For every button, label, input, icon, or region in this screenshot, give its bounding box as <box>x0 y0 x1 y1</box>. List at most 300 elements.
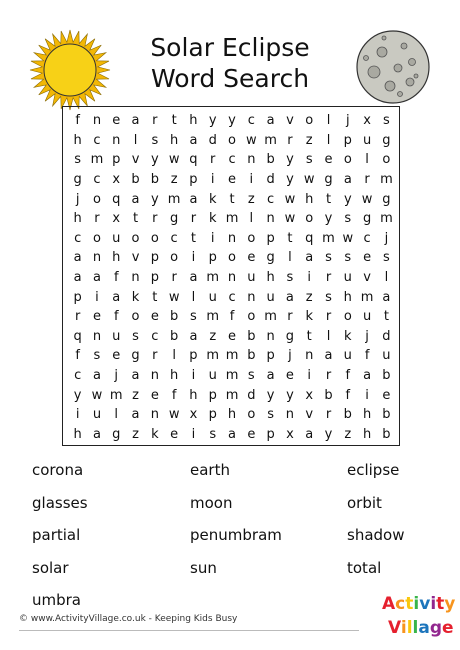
grid-letter: o <box>343 309 352 325</box>
grid-letter: j <box>365 328 369 344</box>
grid-letter: v <box>131 152 140 168</box>
grid-letter: s <box>209 426 217 442</box>
grid-letter: r <box>152 113 158 129</box>
grid-letter: r <box>152 211 158 227</box>
grid-letter: p <box>150 270 159 286</box>
grid-letter: c <box>74 230 82 246</box>
grid-letter: h <box>170 368 179 384</box>
grid-letter: s <box>267 407 274 423</box>
grid-letter: i <box>191 250 196 266</box>
grid-letter: a <box>228 426 236 442</box>
grid-letter: b <box>170 328 179 344</box>
grid-letter: l <box>326 132 331 148</box>
grid-letter: e <box>247 426 256 442</box>
grid-letter: a <box>92 368 101 384</box>
grid-letter: r <box>325 309 332 325</box>
grid-letter: b <box>247 328 256 344</box>
grid-letter: q <box>112 191 121 207</box>
grid-letter: z <box>247 191 255 207</box>
grid-letter: j <box>288 348 292 364</box>
grid-letter: j <box>75 191 80 207</box>
grid-letter: a <box>343 172 352 188</box>
grid-letter: n <box>227 230 237 246</box>
grid-letter: u <box>343 348 352 364</box>
grid-letter: a <box>266 113 275 129</box>
grid-letter: c <box>228 152 236 168</box>
grid-letter: g <box>285 328 295 344</box>
grid-letter: m <box>264 132 277 148</box>
grid-letter: m <box>206 348 220 364</box>
grid-letter: g <box>73 172 82 188</box>
grid-letter: w <box>246 132 257 148</box>
grid-letter: q <box>189 152 198 168</box>
grid-letter: u <box>208 289 217 305</box>
grid-letter: n <box>266 211 275 227</box>
grid-letter: u <box>343 270 352 286</box>
grid-letter: g <box>112 426 121 442</box>
grid-letter: h <box>362 407 372 423</box>
grid-letter: t <box>383 309 389 325</box>
grid-letter: j <box>114 368 119 384</box>
grid-letter: b <box>266 152 275 168</box>
grid-letter: g <box>382 191 391 207</box>
grid-letter: t <box>325 191 332 207</box>
grid-letter: y <box>286 172 294 188</box>
grid-letter: c <box>93 132 101 148</box>
footer-divider <box>19 630 359 631</box>
grid-letter: i <box>249 172 254 188</box>
grid-letter: b <box>324 387 333 403</box>
grid-letter: d <box>247 387 256 403</box>
grid-letter: s <box>247 368 255 384</box>
grid-letter: o <box>305 113 314 129</box>
grid-letter: c <box>228 289 236 305</box>
grid-letter: n <box>92 250 102 266</box>
grid-letter: c <box>151 328 159 344</box>
grid-letter: a <box>189 132 198 148</box>
logo-letter: a <box>418 618 430 638</box>
grid-letter: m <box>322 230 335 246</box>
grid-letter: s <box>344 211 352 227</box>
grid-letter: g <box>382 132 391 148</box>
grid-letter: l <box>365 152 369 168</box>
grid-letter: w <box>91 387 103 403</box>
grid-letter: l <box>384 270 389 286</box>
grid-letter: l <box>133 132 138 148</box>
grid-letter: h <box>73 211 82 227</box>
word-list-item: moon <box>190 493 233 512</box>
logo-letter: l <box>406 618 413 638</box>
grid-letter: p <box>208 250 217 266</box>
grid-letter: c <box>93 172 101 188</box>
grid-letter: g <box>324 172 333 188</box>
grid-letter: m <box>225 211 239 227</box>
grid-letter: t <box>229 191 235 207</box>
grid-letter: a <box>131 407 140 423</box>
grid-letter: i <box>307 270 312 286</box>
grid-letter: r <box>94 211 100 227</box>
logo-letter: g <box>429 618 442 638</box>
word-list-item: partial <box>32 526 81 544</box>
grid-letter: x <box>363 113 371 129</box>
grid-letter: a <box>285 289 294 305</box>
grid-letter: a <box>131 113 140 129</box>
grid-letter: s <box>325 289 332 305</box>
grid-letter: m <box>109 387 123 403</box>
grid-letter: x <box>112 211 121 227</box>
grid-letter: i <box>191 426 196 442</box>
grid-letter: g <box>362 211 372 227</box>
grid-letter: o <box>131 230 140 246</box>
grid-letter: t <box>287 230 293 246</box>
grid-letter: s <box>151 132 159 148</box>
word-list-item: glasses <box>32 493 88 512</box>
grid-letter: g <box>170 211 179 227</box>
grid-letter: e <box>382 387 391 403</box>
grid-letter: e <box>150 309 159 325</box>
word-list-item: sun <box>190 558 217 577</box>
grid-letter: m <box>225 348 239 364</box>
logo-letter: A <box>382 594 396 614</box>
grid-letter: a <box>324 348 333 364</box>
grid-letter: f <box>229 309 235 325</box>
grid-letter: e <box>150 387 159 403</box>
grid-letter: w <box>303 172 315 188</box>
grid-letter: n <box>112 132 121 148</box>
grid-letter: b <box>150 172 159 188</box>
grid-letter: i <box>307 368 312 384</box>
grid-letter: s <box>74 152 82 168</box>
grid-letter: x <box>112 172 121 188</box>
logo-letter: l <box>412 618 419 638</box>
grid-letter: v <box>363 270 371 286</box>
grid-letter: u <box>362 309 372 325</box>
grid-letter: a <box>189 270 198 286</box>
grid-letter: m <box>90 152 104 168</box>
grid-letter: a <box>92 270 101 286</box>
grid-letter: h <box>343 289 352 305</box>
grid-letter: s <box>190 309 197 325</box>
grid-letter: o <box>170 250 179 266</box>
grid-letter: b <box>247 348 256 364</box>
grid-letter: i <box>365 387 369 403</box>
grid-letter: x <box>305 387 314 403</box>
grid-letter: i <box>75 407 80 423</box>
grid-letter: s <box>383 250 390 266</box>
grid-letter: t <box>132 211 139 227</box>
activity-village-logo <box>380 589 456 639</box>
grid-letter: i <box>95 289 99 305</box>
grid-letter: m <box>225 368 239 384</box>
word-list-item: orbit <box>347 493 382 512</box>
grid-letter: a <box>189 191 198 207</box>
grid-letter: p <box>343 132 352 148</box>
grid-letter: b <box>382 407 391 423</box>
grid-letter: a <box>73 250 82 266</box>
grid-letter: n <box>92 113 102 129</box>
word-list-item: umbra <box>32 591 81 609</box>
grid-letter: w <box>168 407 180 423</box>
grid-letter: z <box>209 328 217 344</box>
grid-letter: m <box>167 191 181 207</box>
grid-letter: i <box>210 172 215 188</box>
grid-letter: o <box>92 230 101 246</box>
word-search-grid <box>62 106 400 446</box>
grid-letter: r <box>152 348 158 364</box>
grid-letter: d <box>208 132 217 148</box>
grid-letter: u <box>382 348 391 364</box>
grid-letter: a <box>112 289 121 305</box>
grid-letter: j <box>345 113 350 129</box>
grid-letters <box>68 111 396 444</box>
grid-letter: s <box>286 270 294 286</box>
grid-letter: t <box>171 113 177 129</box>
grid-letter: f <box>113 309 119 325</box>
grid-letter: u <box>247 270 256 286</box>
page-title-line1: Solar Eclipse <box>150 33 310 62</box>
grid-letter: r <box>74 309 81 325</box>
logo-letter: v <box>419 594 431 614</box>
grid-letter: y <box>228 113 236 129</box>
grid-letter: k <box>208 211 217 227</box>
grid-letter: a <box>131 191 140 207</box>
grid-letter: m <box>360 289 374 305</box>
grid-letter: u <box>208 368 217 384</box>
logo-line1 <box>382 594 455 614</box>
word-list-item: shadow <box>347 526 405 544</box>
logo-letter: i <box>413 594 420 614</box>
grid-letter: h <box>362 426 372 442</box>
grid-letter: z <box>132 426 139 442</box>
grid-letter: k <box>344 328 352 344</box>
grid-letter: m <box>206 309 220 325</box>
grid-letter: f <box>113 270 119 286</box>
grid-letter: k <box>305 309 313 325</box>
grid-letter: h <box>227 407 237 423</box>
grid-letter: r <box>325 368 332 384</box>
grid-letter: q <box>305 230 314 246</box>
grid-letter: e <box>285 368 294 384</box>
grid-letter: v <box>286 113 294 129</box>
grid-letter: m <box>380 172 393 188</box>
grid-letter: e <box>112 348 121 364</box>
grid-letter: n <box>266 328 275 344</box>
grid-letter: y <box>208 113 217 129</box>
grid-letter: n <box>227 270 237 286</box>
grid-letter: l <box>326 113 331 129</box>
grid-letter: k <box>131 289 140 305</box>
grid-letter: w <box>361 191 373 207</box>
grid-letter: b <box>131 172 140 188</box>
grid-letter: o <box>150 230 159 246</box>
word-list-item: earth <box>190 461 230 479</box>
grid-letter: e <box>92 309 101 325</box>
grid-letter: n <box>305 348 314 364</box>
grid-letter: n <box>285 407 295 423</box>
grid-letter: z <box>170 172 178 188</box>
grid-letter: r <box>287 132 293 148</box>
grid-letter: t <box>152 289 158 305</box>
grid-letter: o <box>382 152 391 168</box>
grid-letter: m <box>380 211 393 227</box>
grid-letter: x <box>189 407 198 423</box>
grid-letter: a <box>305 250 314 266</box>
grid-letter: p <box>112 152 121 168</box>
grid-letter: h <box>73 132 82 148</box>
grid-letter: w <box>342 230 354 246</box>
grid-letter: b <box>382 368 391 384</box>
grid-letter: c <box>170 230 178 246</box>
grid-letter: o <box>247 309 256 325</box>
word-list-item: total <box>347 558 382 577</box>
grid-letter: s <box>344 250 352 266</box>
grid-letter: a <box>189 328 198 344</box>
grid-letter: r <box>325 270 332 286</box>
grid-letter: q <box>73 328 82 344</box>
grid-letter: m <box>225 387 239 403</box>
grid-letter: c <box>363 230 371 246</box>
grid-letter: a <box>73 270 82 286</box>
grid-letter: v <box>305 407 314 423</box>
grid-letter: p <box>266 230 275 246</box>
grid-letter: f <box>345 387 351 403</box>
grid-letter: o <box>247 230 256 246</box>
grid-letter: b <box>343 407 352 423</box>
grid-letter: f <box>75 348 80 364</box>
grid-letter: k <box>208 191 217 207</box>
grid-letter: v <box>131 250 140 266</box>
grid-letter: y <box>73 387 82 403</box>
grid-letter: d <box>382 328 391 344</box>
grid-letter: w <box>284 191 296 207</box>
grid-letter: c <box>74 368 82 384</box>
grid-letter: o <box>228 132 236 148</box>
logo-letter: y <box>444 594 456 614</box>
grid-letter: u <box>92 407 102 423</box>
grid-letter: n <box>247 152 256 168</box>
grid-letter: e <box>228 172 237 188</box>
grid-letter: o <box>131 309 140 325</box>
grid-letter: o <box>228 250 236 266</box>
logo-letter: c <box>395 594 406 614</box>
grid-letter: a <box>131 368 140 384</box>
grid-letter: r <box>210 152 216 168</box>
grid-letter: y <box>286 152 294 168</box>
grid-letter: n <box>92 328 102 344</box>
word-list-item: solar <box>32 558 69 577</box>
grid-letter: l <box>326 328 331 344</box>
grid-letter: d <box>266 172 275 188</box>
grid-letter: f <box>171 387 177 403</box>
grid-letter: c <box>267 191 275 207</box>
word-list-item: corona <box>32 461 84 479</box>
grid-letter: n <box>247 289 256 305</box>
grid-letter: p <box>73 289 82 305</box>
grid-letter: h <box>189 113 198 129</box>
grid-letter: a <box>363 368 372 384</box>
grid-letter: u <box>266 289 275 305</box>
grid-letter: b <box>170 309 179 325</box>
grid-letter: r <box>287 309 293 325</box>
grid-letter: h <box>266 270 275 286</box>
grid-letter: w <box>284 211 296 227</box>
page-title-line2: Word Search <box>150 64 310 93</box>
grid-letter: c <box>247 113 255 129</box>
grid-letter: h <box>189 387 198 403</box>
grid-letter: a <box>305 426 314 442</box>
grid-letter: e <box>247 250 256 266</box>
logo-line2 <box>388 618 454 638</box>
grid-letter: t <box>190 230 196 246</box>
grid-letter: e <box>363 250 372 266</box>
word-list-item: penumbram <box>190 526 282 544</box>
grid-letter: p <box>266 348 275 364</box>
grid-letter: o <box>343 152 352 168</box>
grid-letter: i <box>210 230 215 246</box>
grid-letter: e <box>170 426 179 442</box>
grid-letter: y <box>324 211 333 227</box>
grid-letter: r <box>325 407 332 423</box>
grid-letter: w <box>168 152 180 168</box>
grid-letter: i <box>191 368 196 384</box>
grid-letter: z <box>344 426 352 442</box>
grid-letter: h <box>73 426 82 442</box>
word-list-item: eclipse <box>347 461 400 479</box>
grid-letter: e <box>324 152 333 168</box>
grid-letter: y <box>150 191 159 207</box>
grid-letter: f <box>75 113 80 129</box>
grid-letter: e <box>228 328 237 344</box>
grid-letter: p <box>208 387 217 403</box>
grid-letter: b <box>382 426 391 442</box>
grid-letter: r <box>364 172 370 188</box>
grid-letter: g <box>131 348 140 364</box>
logo-letter: V <box>388 618 401 638</box>
grid-letter: z <box>132 387 139 403</box>
grid-letter: a <box>382 289 391 305</box>
grid-letter: s <box>383 113 390 129</box>
grid-letter: n <box>150 368 159 384</box>
grid-letter: g <box>266 250 275 266</box>
grid-letter: l <box>288 250 292 266</box>
grid-letter: l <box>172 348 176 364</box>
grid-letter: y <box>266 387 275 403</box>
grid-letter: p <box>189 348 198 364</box>
grid-letter: x <box>286 426 294 442</box>
logo-letter: i <box>430 594 437 614</box>
grid-letter: s <box>305 152 313 168</box>
grid-letter: y <box>324 426 333 442</box>
grid-letter: s <box>93 348 101 364</box>
grid-letter: u <box>112 328 121 344</box>
logo-letter: t <box>436 594 445 614</box>
grid-letter: s <box>325 250 332 266</box>
logo-letter: e <box>442 618 454 638</box>
grid-letter: m <box>206 270 220 286</box>
grid-letter: p <box>150 250 159 266</box>
grid-letter: h <box>305 191 314 207</box>
logo-letter: t <box>405 594 414 614</box>
grid-letter: s <box>132 328 139 344</box>
grid-letter: h <box>170 132 179 148</box>
copyright-footer: © www.ActivityVillage.co.uk - Keeping Kids Busy <box>19 614 238 624</box>
grid-letter: u <box>362 132 372 148</box>
grid-letter: y <box>150 152 159 168</box>
grid-letter: p <box>189 172 198 188</box>
grid-letter: n <box>131 270 140 286</box>
grid-letter: l <box>114 407 119 423</box>
grid-letter: o <box>305 211 314 227</box>
